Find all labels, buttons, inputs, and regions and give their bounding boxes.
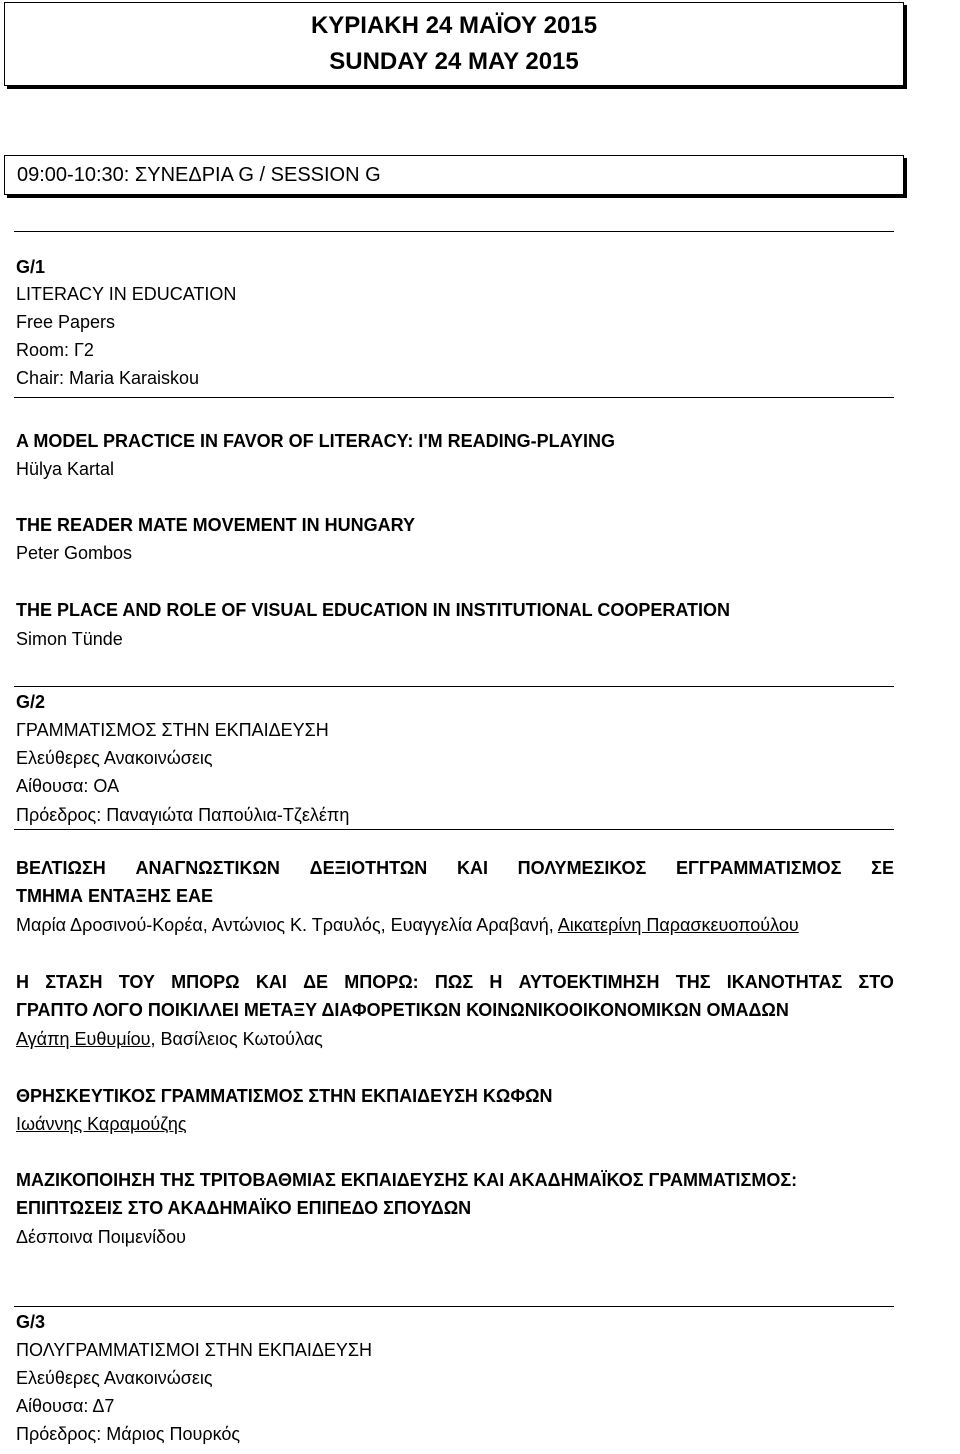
- session-header-box: [4, 155, 904, 195]
- g1-paper-3-title: THE PLACE AND ROLE OF VISUAL EDUCATION IN INSTITUTIONAL COOPERATION: [16, 600, 731, 620]
- word: ΣΕ: [871, 858, 894, 878]
- section-divider-g1-papers: [14, 397, 894, 398]
- g2-code: G/2: [16, 692, 46, 712]
- word: ΣΤΑΣΗ: [45, 972, 103, 992]
- word: ΠΩΣ: [434, 972, 474, 992]
- g1-topic: LITERACY IN EDUCATION: [16, 284, 237, 304]
- g2-paper-2-authors: , Βασίλειος Κωτούλας: [150, 1029, 323, 1049]
- section-divider-g2-papers: [14, 829, 894, 830]
- g3-room: Αίθουσα: Δ7: [16, 1396, 115, 1416]
- word: ΤΗΣ: [675, 972, 711, 992]
- page-title-box: [4, 2, 904, 86]
- word: ΜΠΟΡΩ:: [344, 972, 419, 992]
- g2-paper-1-authors: Μαρία Δροσινού-Κορέα, Αντώνιος Κ. Τραυλός, Ευαγγελία Αραβανή,: [16, 915, 558, 935]
- session-label: 09:00-10:30: ΣΥΝΕΔΡΙΑ G / SESSION G: [17, 164, 381, 186]
- word: ΣΤΟ: [858, 972, 894, 992]
- g1-paper-2-authors: Peter Gombos: [16, 543, 133, 563]
- g2-room: Αίθουσα: ΟΑ: [16, 776, 120, 796]
- word: ΠΟΛΥΜΕΣΙΚΟΣ: [517, 858, 647, 878]
- word: Η: [16, 972, 29, 992]
- g2-paper-3-presenter: Ιωάννης Καραμούζης: [16, 1114, 187, 1134]
- g1-type: Free Papers: [16, 312, 116, 332]
- g2-paper-1-title-line-2: ΤΜΗΜΑ ΕΝΤΑΞΗΣ ΕΑΕ: [16, 886, 214, 906]
- g3-chair: Πρόεδρος: Μάριος Πουρκός: [16, 1424, 241, 1444]
- g2-paper-4-title-line-2: ΕΠΙΠΤΩΣΕΙΣ ΣΤΟ ΑΚΑΔΗΜΑΪΚΟ ΕΠΙΠΕΔΟ ΣΠΟΥΔΩΝ: [16, 1198, 472, 1218]
- section-divider-g3: [14, 1306, 894, 1307]
- g2-paper-4-title-line-1: ΜΑΖΙΚΟΠΟΙΗΣΗ ΤΗΣ ΤΡΙΤΟΒΑΘΜΙΑΣ ΕΚΠΑΙΔΕΥΣΗΣ ΚΑΙ ΑΚΑΔΗΜΑΪΚΟΣ ΓΡΑΜΜΑΤΙΣΜΟΣ:: [16, 1170, 798, 1190]
- page-title-greek: ΚΥΡΙΑΚΗ 24 ΜΑΪΟΥ 2015: [310, 12, 598, 39]
- g2-paper-1-presenter: Αικατερίνη Παρασκευοπούλου: [557, 915, 799, 935]
- g1-room: Room: Γ2: [16, 340, 94, 360]
- g3-topic: ΠΟΛΥΓΡΑΜΜΑΤΙΣΜΟΙ ΣΤΗΝ ΕΚΠΑΙΔΕΥΣΗ: [16, 1340, 373, 1360]
- word: Η: [489, 972, 503, 992]
- section-divider-g2: [14, 686, 894, 687]
- word: ΔΕΞΙΟΤΗΤΩΝ: [309, 858, 428, 878]
- g1-chair: Chair: Maria Karaiskou: [16, 368, 200, 388]
- g2-paper-2-title-line-2: ΓΡΑΠΤΟ ΛΟΓΟ ΠΟΙΚΙΛΛΕΙ ΜΕΤΑΞΥ ΔΙΑΦΟΡΕΤΙΚΩΝ ΚΟΙΝΩΝΙΚΟΟΙΚΟΝΟΜΙΚΩΝ ΟΜΑΔΩΝ: [16, 1000, 789, 1020]
- g3-code: G/3: [16, 1312, 46, 1332]
- word: ΚΑΙ: [255, 972, 287, 992]
- word: ΑΥΤΟΕΚΤΙΜΗΣΗ: [518, 972, 660, 992]
- section-divider-g1: [14, 231, 894, 232]
- g2-paper-2-title-line-1: [16, 970, 894, 994]
- g2-type: Ελεύθερες Ανακοινώσεις: [16, 748, 213, 768]
- g1-paper-2-title: THE READER MATE MOVEMENT IN HUNGARY: [16, 515, 416, 535]
- word: ΚΑΙ: [456, 858, 488, 878]
- word: ΕΓΓΡΑΜΜΑΤΙΣΜΟΣ: [676, 858, 842, 878]
- word: ΔΕ: [303, 972, 329, 992]
- page-title-english: SUNDAY 24 MAY 2015: [329, 48, 579, 75]
- g3-type: Ελεύθερες Ανακοινώσεις: [16, 1368, 213, 1388]
- word: ΑΝΑΓΝΩΣΤΙΚΩΝ: [135, 858, 280, 878]
- g2-topic: ΓΡΑΜΜΑΤΙΣΜΟΣ ΣΤΗΝ ΕΚΠΑΙΔΕΥΣΗ: [16, 720, 329, 740]
- word: ΜΠΟΡΩ: [171, 972, 240, 992]
- g1-code: G/1: [16, 257, 46, 277]
- g2-paper-2-authors-line: [16, 1027, 323, 1051]
- g2-paper-4-authors: Δέσποινα Ποιμενίδου: [16, 1227, 187, 1247]
- g2-chair: Πρόεδρος: Παναγιώτα Παπούλια-Τζελέπη: [16, 805, 350, 825]
- g2-paper-1-title-line-1: [16, 856, 894, 880]
- word: ΒΕΛΤΙΩΣΗ: [16, 858, 106, 878]
- g2-paper-3-title: ΘΡΗΣΚΕΥΤΙΚΟΣ ΓΡΑΜΜΑΤΙΣΜΟΣ ΣΤΗΝ ΕΚΠΑΙΔΕΥΣΗ ΚΩΦΩΝ: [16, 1086, 553, 1106]
- g1-paper-1-authors: Hülya Kartal: [16, 459, 115, 479]
- word: ΙΚΑΝΟΤΗΤΑΣ: [726, 972, 843, 992]
- g1-paper-1-title: A MODEL PRACTICE IN FAVOR OF LITERACY: I'M READING-PLAYING: [16, 431, 615, 451]
- word: ΤΟΥ: [118, 972, 155, 992]
- g1-paper-3-authors: Simon Tünde: [16, 629, 123, 649]
- g2-paper-2-presenter: Αγάπη Ευθυμίου: [16, 1029, 151, 1049]
- g2-paper-1-authors-line: [16, 913, 799, 937]
